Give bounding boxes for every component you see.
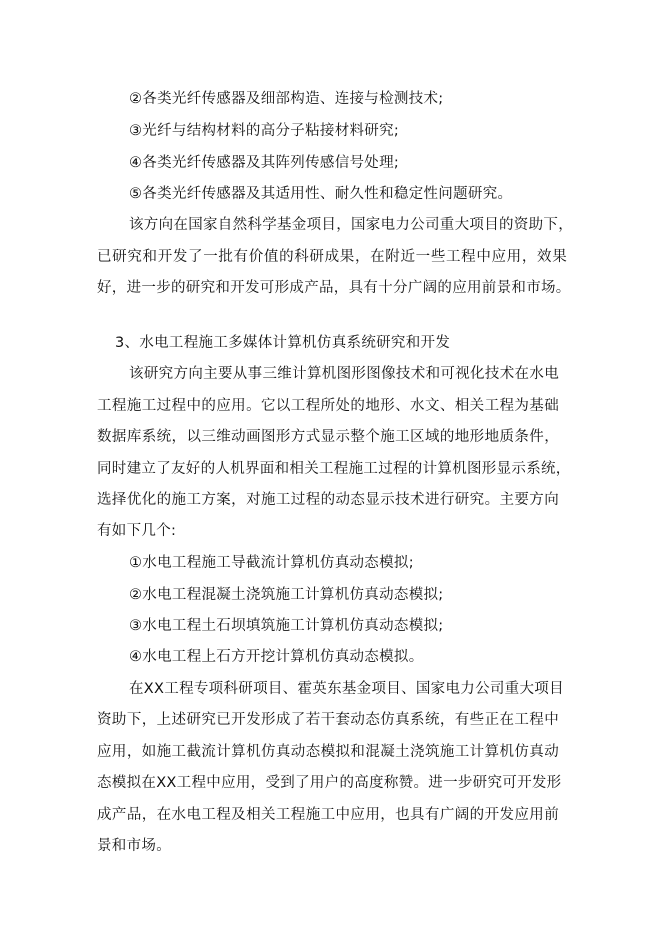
paragraph-line: 景和市场。 xyxy=(97,838,171,854)
paragraph-line: 在XX工程专项科研项目、霍英东基金项目、国家电力公司重大项目 xyxy=(129,681,564,697)
section-heading: 3、水电工程施工多媒体计算机仿真系统研究和开发 xyxy=(115,335,451,351)
paragraph-line: 该研究方向主要从事三维计算机图形图像技术和可视化技术在水电 xyxy=(129,366,559,382)
paragraph-line: 资助下，上述研究已开发形成了若干套动态仿真系统，有些正在工程中 xyxy=(97,712,559,728)
list-item: ④水电工程上石方开挖计算机仿真动态模拟。 xyxy=(129,649,424,665)
list-item: ②水电工程混凝土浇筑施工计算机仿真动态模拟; xyxy=(129,587,444,603)
list-item: ⑤各类光纤传感器及其适用性、耐久性和稳定性问题研究。 xyxy=(129,186,513,202)
list-item: ③水电工程土石坝填筑施工计算机仿真动态模拟; xyxy=(129,618,444,634)
list-item: ①水电工程施工导截流计算机仿真动态模拟; xyxy=(129,555,414,571)
paragraph-line: 工程施工过程中的应用。它以工程所处的地形、水文、相关工程为基础 xyxy=(97,398,559,414)
list-item: ④各类光纤传感器及其阵列传感信号处理; xyxy=(129,155,400,171)
paragraph-line: 好，进一步的研究和开发可形成产品，具有十分广阔的应用前景和市场。 xyxy=(97,280,571,296)
paragraph-line: 该方向在国家自然科学基金项目，国家电力公司重大项目的资助下， xyxy=(129,217,573,233)
paragraph-line: 成产品，在水电工程及相关工程施工中应用，也具有广阔的开发应用前 xyxy=(97,807,559,823)
paragraph-line: 选择优化的施工方案，对施工过程的动态显示技术进行研究。主要方向 xyxy=(97,492,559,508)
paragraph-line: 有如下几个: xyxy=(97,523,177,539)
list-item: ③光纤与结构材料的高分子粘接材料研究; xyxy=(129,123,400,139)
paragraph-line: 同时建立了友好的人机界面和相关工程施工过程的计算机图形显示系统， xyxy=(97,461,571,477)
paragraph-line: 数据库系统，以三维动画图形方式显示整个施工区域的地形地质条件， xyxy=(97,429,559,445)
paragraph-line: 已研究和开发了一批有价值的科研成果，在附近一些工程中应用，效果 xyxy=(97,249,567,265)
paragraph-line: 应用，如施工截流计算机仿真动态模拟和混凝土浇筑施工计算机仿真动 xyxy=(97,744,559,760)
list-item: ②各类光纤传感器及细部构造、连接与检测技术; xyxy=(129,91,444,107)
paragraph-line: 态模拟在XX工程中应用，受到了用户的高度称赞。进一步研究可开发形 xyxy=(97,775,562,791)
